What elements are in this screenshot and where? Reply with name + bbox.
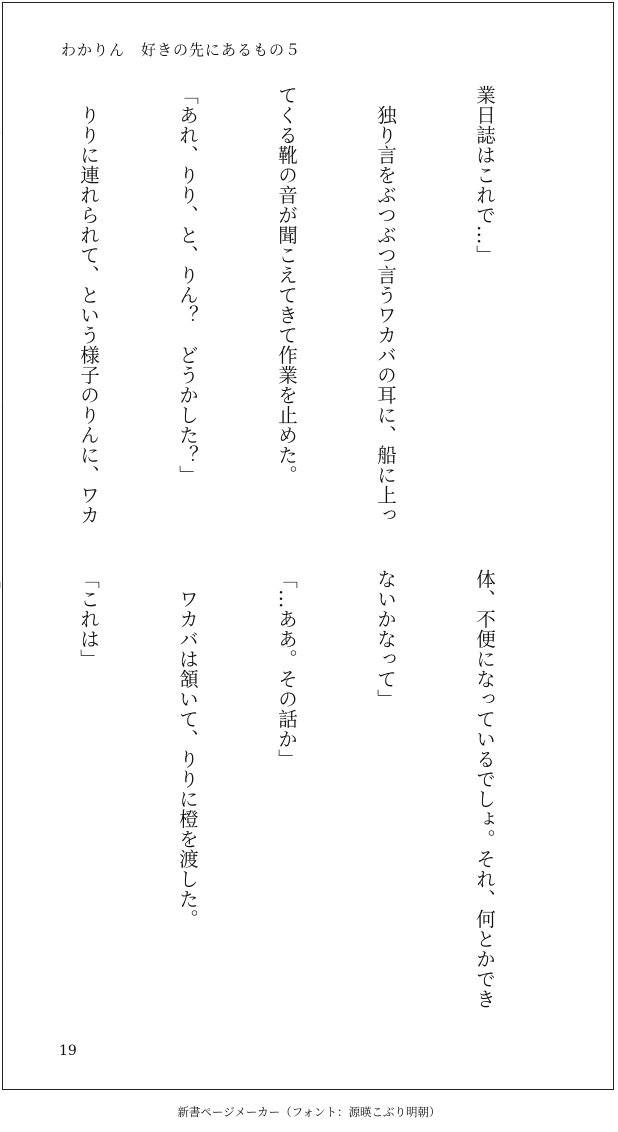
generator-credit: 新書ページメーカー（フォント：源暎こぶり明朝） bbox=[177, 1105, 441, 1119]
text-line: 業日誌はこれで…」 bbox=[473, 85, 496, 265]
text-line: 「あれ、りり、と、りん？ どうかした？」 bbox=[176, 85, 199, 485]
text-line: てくる靴の音が聞こえてきて作業を止めた。 bbox=[275, 85, 298, 485]
text-line: 「これは」 bbox=[77, 569, 100, 669]
text-line: ないかなって」 bbox=[374, 569, 397, 709]
text-line bbox=[0, 569, 6, 1009]
text-block-lower bbox=[47, 569, 567, 1009]
text-line: りりに連れられて、という様子のりんに、ワカ bbox=[77, 85, 100, 525]
page-number: 19 bbox=[59, 1043, 77, 1059]
running-header: わかりん 好きの先にあるもの５ bbox=[61, 41, 302, 59]
text-line bbox=[0, 85, 6, 525]
text-line: ワカバは頷いて、りりに橙を渡した。 bbox=[176, 569, 199, 929]
page-frame bbox=[2, 2, 614, 1090]
text-line: 独り言をぶつぶつ言うワカバの耳に、船に上っ bbox=[374, 85, 397, 525]
text-line: 体、不便になっているでしょ。それ、何とかでき bbox=[473, 569, 496, 1009]
text-line: 「…ああ。その話か」 bbox=[275, 569, 298, 769]
text-block-upper bbox=[47, 85, 567, 525]
